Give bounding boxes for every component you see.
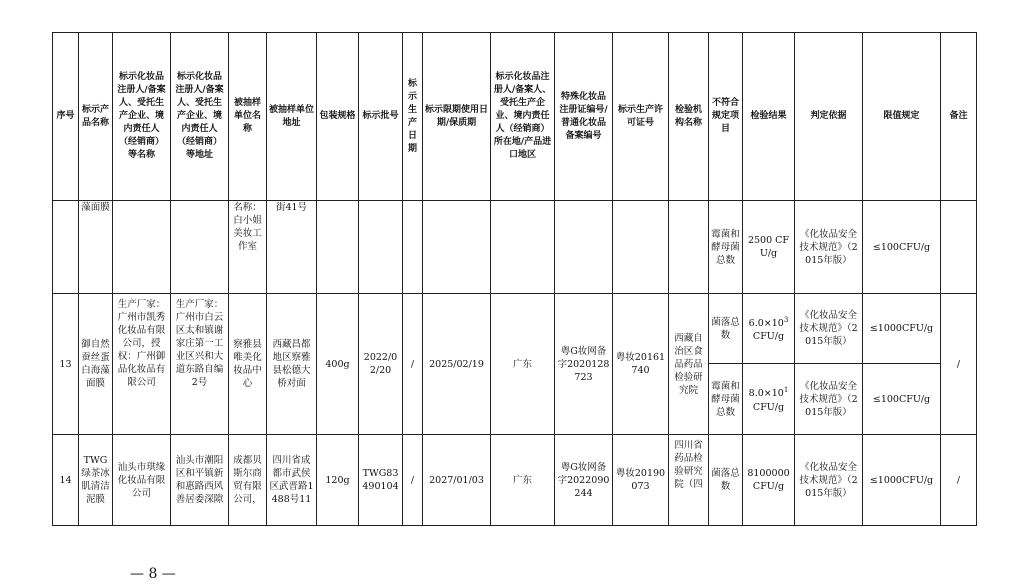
cell-registrant-name [113,201,171,294]
cell-sampled-address: 街41号 [267,201,317,294]
table-row-13 [53,294,977,364]
table-row-14 [53,435,977,526]
cell-result [743,364,795,435]
cell-prod-date: / [403,294,423,435]
cell-prod-date [403,201,423,294]
cell-batch [359,201,403,294]
header-sampled-unit: 被抽样单位名称 [229,33,267,201]
cell-agency [669,201,709,294]
cell-spec: 120g [317,435,359,526]
cell-sampled-address: 西藏昌都地区察雅县松德大桥对面 [267,294,317,435]
cell-seq: 14 [53,435,79,526]
cell-batch: 2022/02/20 [359,294,403,435]
header-expiry: 标示限期使用日期/保质期 [423,33,491,201]
cell-item: 菌落总数 [709,435,743,526]
cell-sampled-unit: 察雅县唯美化妆品中心 [229,294,267,435]
cell-remark: / [941,294,977,435]
table-row-continued [53,201,977,294]
cell-agency: 西藏自治区食品药品检验研究院 [669,294,709,435]
cell-item: 霉菌和酵母菌总数 [709,201,743,294]
header-origin: 标示化妆品注册人/备案人、受托生产企业、境内责任人（经销商）所在地/产品进口地区 [491,33,555,201]
cell-remark [941,201,977,294]
cell-limit: ≤100CFU/g [863,201,941,294]
cell-expiry: 2027/01/03 [423,435,491,526]
cell-result [743,294,795,364]
header-item: 不符合规定项目 [709,33,743,201]
cell-sampled-unit: 名称：白小姐美妆工作室 [229,201,267,294]
header-product-name: 标示产品名称 [79,33,113,201]
cell-limit: ≤1000CFU/g [863,294,941,364]
header-reg-no: 特殊化妆品注册证编号/普通化妆品备案编号 [555,33,613,201]
cell-license [613,201,669,294]
header-result: 检验结果 [743,33,795,201]
header-prod-date: 标示生产日期 [403,33,423,201]
cell-spec: 400g [317,294,359,435]
cell-origin: 广东 [491,435,555,526]
header-license: 标示生产许可证号 [613,33,669,201]
cell-basis: 《化妆品安全技术规范》（2015年版） [795,201,863,294]
cell-item: 霉菌和酵母菌总数 [709,364,743,435]
cell-seq [53,201,79,294]
header-spec: 包装规格 [317,33,359,201]
cell-registrant-address [171,201,229,294]
cell-reg-no: 粤G妆网备字2020128723 [555,294,613,435]
cell-reg-no: 粤G妆网备字2022090244 [555,435,613,526]
cell-basis: 《化妆品安全技术规范》（2015年版） [795,364,863,435]
cell-basis: 《化妆品安全技术规范》（2015年版） [795,435,863,526]
cell-result: 2500 CFU/g [743,201,795,294]
cell-expiry: 2025/02/19 [423,294,491,435]
cell-prod-date: / [403,435,423,526]
cell-origin [491,201,555,294]
cell-remark: / [941,435,977,526]
cell-expiry [423,201,491,294]
result-value: 8.0×10 [748,388,784,400]
page-number: — 8 — [130,566,176,582]
result-unit: CFU/g [752,331,785,343]
cell-seq: 13 [53,294,79,435]
sampling-results-table [52,32,977,526]
cell-batch: TWG83490104 [359,435,403,526]
cell-origin: 广东 [491,294,555,435]
cell-reg-no [555,201,613,294]
cell-registrant-name: 生产厂家：广州市凯秀化妆品有限公司，授权：广州御品化妆品有限公司 [113,294,171,435]
cell-basis: 《化妆品安全技术规范》（2015年版） [795,294,863,364]
cell-product-name: TWG绿茶冰肌清洁泥膜 [79,435,113,526]
header-sampled-address: 被抽样单位地址 [267,33,317,201]
header-agency: 检验机构名称 [669,33,709,201]
header-remark: 备注 [941,33,977,201]
cell-product-name: 御自然蚕丝蛋白海藻面膜 [79,294,113,435]
header-registrant-name: 标示化妆品注册人/备案人、受托生产企业、境内责任人（经销商）等名称 [113,33,171,201]
result-exponent: 3 [783,315,789,324]
header-registrant-address: 标示化妆品注册人/备案人、受托生产企业、境内责任人（经销商）等地址 [171,33,229,201]
cell-registrant-address: 生产厂家：广州市白云区太和镇谢家庄第一工业区兴和大道东路自编2号 [171,294,229,435]
cell-product-name: 藻面膜 [79,201,113,294]
cell-limit: ≤100CFU/g [863,364,941,435]
result-value: 6.0×10 [748,318,784,330]
cell-license: 粤妆20161740 [613,294,669,435]
result-exponent: 1 [783,386,789,395]
cell-agency: 四川省药品检验研究院（四 [669,435,709,526]
cell-item: 菌落总数 [709,294,743,364]
header-batch: 标示批号 [359,33,403,201]
cell-registrant-address: 汕头市潮阳区和平镇新和惠路西风善居委深隙 [171,435,229,526]
result-unit: CFU/g [752,401,785,413]
cell-result: 8100000 CFU/g [743,435,795,526]
header-limit: 限值规定 [863,33,941,201]
cell-registrant-name: 汕头市琪缘化妆品有限公司 [113,435,171,526]
table-header-row [53,33,977,201]
header-seq: 序号 [53,33,79,201]
cell-sampled-unit: 成都贝斯尔商贸有限公司， [229,435,267,526]
cell-limit: ≤1000CFU/g [863,435,941,526]
header-basis: 判定依据 [795,33,863,201]
cell-spec [317,201,359,294]
cell-license: 粤妆20190073 [613,435,669,526]
cell-sampled-address: 四川省成都市武侯区武晋路1488号11 [267,435,317,526]
